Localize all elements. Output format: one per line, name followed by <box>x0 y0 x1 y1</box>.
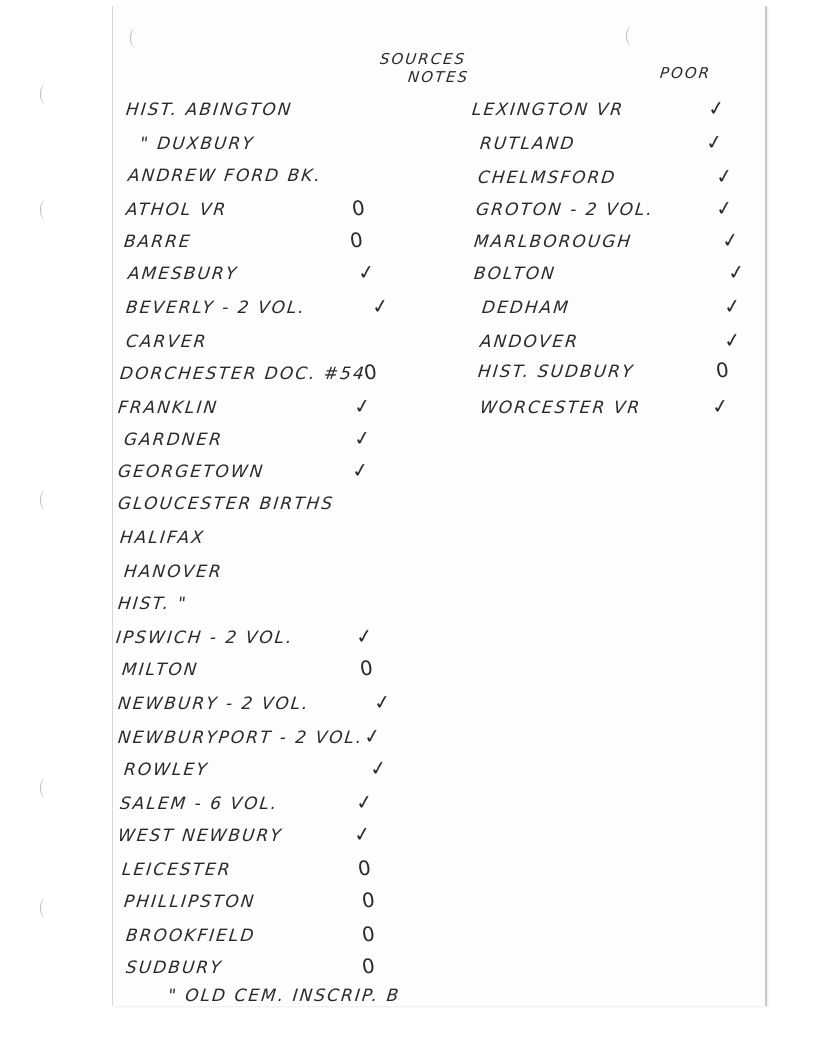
left-list-mark: 0 <box>360 887 377 913</box>
left-list-source: " DUXBURY <box>138 134 256 154</box>
left-list-mark: ✓ <box>350 456 371 484</box>
binder-hole <box>40 200 51 220</box>
right-list-source: WORCESTER VR <box>478 398 643 418</box>
binder-hole <box>40 898 51 918</box>
left-list-source: BEVERLY - 2 VOL. <box>124 298 307 318</box>
left-list-source: NEWBURYPORT - 2 VOL. <box>116 728 365 748</box>
left-list-source: FRANKLIN <box>116 398 220 418</box>
left-list-source: CARVER <box>124 332 209 352</box>
left-list-source: GARDNER <box>122 430 225 450</box>
left-list-source: HANOVER <box>122 562 224 582</box>
right-list-source: HIST. SUDBURY <box>476 362 636 382</box>
right-list-mark: ✓ <box>722 326 743 354</box>
left-list-source: AMESBURY <box>126 264 240 284</box>
left-list-source: SALEM - 6 VOL. <box>118 794 280 814</box>
left-list-mark: ✓ <box>372 688 393 716</box>
right-list-mark: ✓ <box>726 258 747 286</box>
left-list-mark: 0 <box>358 655 375 681</box>
right-list-source: MARLBOROUGH <box>472 232 634 252</box>
left-list-source: MILTON <box>120 660 200 680</box>
right-list-mark: ✓ <box>704 128 725 156</box>
binder-hole <box>40 778 51 798</box>
left-list-mark: ✓ <box>370 292 391 320</box>
binder-hole <box>40 490 51 510</box>
left-list-mark: ✓ <box>356 258 377 286</box>
left-list-source: DORCHESTER DOC. #54 <box>118 364 367 384</box>
binder-hole <box>40 84 51 104</box>
binder-hole <box>626 26 637 46</box>
left-list-source: BROOKFIELD <box>124 926 257 946</box>
left-list-source: PHILLIPSTON <box>122 892 257 912</box>
left-list-source: LEICESTER <box>120 860 233 880</box>
binder-hole <box>130 28 141 48</box>
right-list-source: GROTON - 2 VOL. <box>474 200 655 220</box>
right-list-source: DEDHAM <box>480 298 572 318</box>
right-list-source: LEXINGTON VR <box>470 100 626 120</box>
right-list-source: BOLTON <box>472 264 557 284</box>
left-list-source: GLOUCESTER BIRTHS <box>116 494 336 514</box>
right-list-mark: ✓ <box>714 162 735 190</box>
left-list-mark: 0 <box>348 227 365 253</box>
left-list-mark: 0 <box>356 855 373 881</box>
left-list-source: HALIFAX <box>118 528 207 548</box>
left-list-source: GEORGETOWN <box>116 462 266 482</box>
right-list-mark: ✓ <box>706 94 727 122</box>
left-list-mark: ✓ <box>368 754 389 782</box>
left-list-source: ANDREW FORD BK. <box>126 166 323 186</box>
left-list-source: WEST NEWBURY <box>116 826 284 846</box>
right-list-source: ANDOVER <box>478 332 581 352</box>
left-list-mark: ✓ <box>352 424 373 452</box>
notes-heading: NOTES <box>407 68 471 86</box>
right-list-mark: ✓ <box>714 194 735 222</box>
right-list-mark: ✓ <box>710 392 731 420</box>
left-list-mark: ✓ <box>354 622 375 650</box>
left-list-mark: ✓ <box>352 392 373 420</box>
right-list-mark: 0 <box>714 357 731 383</box>
right-list-mark: ✓ <box>722 292 743 320</box>
left-list-mark: 0 <box>360 921 377 947</box>
right-list-source: RUTLAND <box>478 134 577 154</box>
left-list-mark: 0 <box>360 953 377 979</box>
left-list-source: NEWBURY - 2 VOL. <box>116 694 311 714</box>
left-list-mark: ✓ <box>352 820 373 848</box>
left-list-mark: ✓ <box>354 788 375 816</box>
left-list-source: ATHOL VR <box>124 200 229 220</box>
left-list-source: SUDBURY <box>124 958 224 978</box>
left-list-source: ROWLEY <box>122 760 210 780</box>
left-list-mark: 0 <box>350 195 367 221</box>
right-list-mark: ✓ <box>720 226 741 254</box>
left-list-source: HIST. " <box>116 594 189 614</box>
left-list-mark: 0 <box>362 359 379 385</box>
left-list-source: " OLD CEM. INSCRIP. B <box>166 986 402 1006</box>
left-list-source: HIST. ABINGTON <box>124 100 294 120</box>
left-list-source: BARRE <box>122 232 193 252</box>
left-list-mark: ✓ <box>362 722 383 750</box>
poor-heading: POOR <box>659 64 713 82</box>
left-list-source: IPSWICH - 2 VOL. <box>114 628 295 648</box>
right-list-source: CHELMSFORD <box>476 168 618 188</box>
sources-heading: SOURCES <box>379 50 468 68</box>
